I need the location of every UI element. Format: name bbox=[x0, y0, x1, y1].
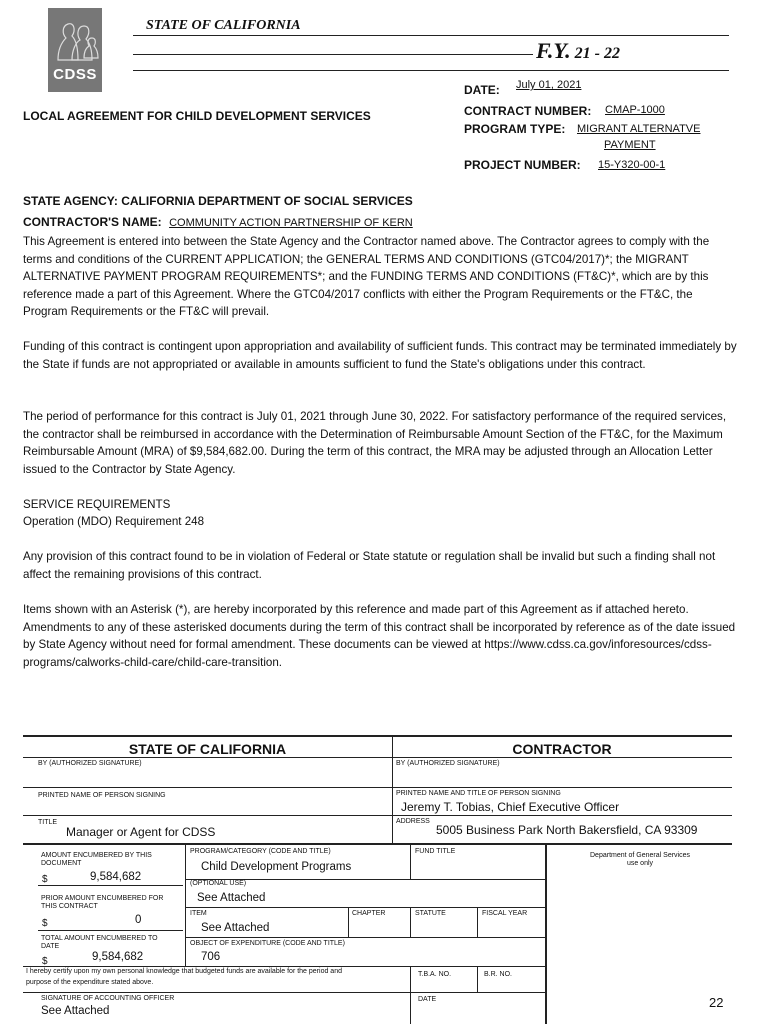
accounting-date-label: DATE bbox=[418, 996, 437, 1003]
object-of-expenditure-label: OBJECT OF EXPENDITURE (CODE AND TITLE) bbox=[190, 940, 345, 947]
accounting-officer-signature-label: SIGNATURE OF ACCOUNTING OFFICER bbox=[41, 995, 175, 1002]
contractor-heading: CONTRACTOR bbox=[512, 741, 612, 757]
fiscal-year-label: FISCAL YEAR bbox=[482, 910, 528, 917]
total-amount-value: 9,584,682 bbox=[92, 951, 144, 963]
certification-text: I hereby certify upon my own personal knowledge that budgeted funds are available for the period and purpose of the expenditure stated above. bbox=[26, 968, 342, 986]
project-number-label: PROJECT NUMBER: bbox=[464, 158, 581, 172]
amount-encumbered-label: AMOUNT ENCUMBERED BY THIS DOCUMENT bbox=[41, 852, 152, 867]
statute-label: STATUTE bbox=[415, 910, 446, 917]
paragraph-asterisk: Items shown with an Asterisk (*), are hereby incorporated by this reference and made part of this Agreement as if attached hereto. Amendments to any of these asterisked documents during the term of this contract shall be incorporated by reference as of the date issued by State Agency without need for formal amendment. These documents can be viewed at https://www.cdss.ca.gov/inforesources/cdss-programs/calworks-child-care/child-care-transition. bbox=[23, 603, 736, 669]
title-label: TITLE bbox=[38, 819, 58, 826]
fiscal-year: F.Y. 21 - 22 bbox=[536, 38, 620, 63]
program-type-value: MIGRANT ALTERNATVE bbox=[577, 123, 701, 135]
program-type-label: PROGRAM TYPE: bbox=[464, 122, 566, 136]
paragraph-funding: Funding of this contract is contingent upon appropriation and availability of sufficient funds. This contract may be terminated immediately by the State if funds are not appropriated or available in amounts sufficient to fund the State's obligations under this contract. bbox=[23, 340, 737, 371]
agreement-title: LOCAL AGREEMENT FOR CHILD DEVELOPMENT SERVICES bbox=[23, 109, 371, 123]
date-label: DATE: bbox=[464, 83, 500, 97]
program-category-value: Child Development Programs bbox=[201, 861, 352, 873]
amount-encumbered-dollar: $ bbox=[42, 874, 48, 885]
date-value: July 01, 2021 bbox=[516, 79, 582, 91]
prior-amount-label: PRIOR AMOUNT ENCUMBERED FOR THIS CONTRACT bbox=[41, 895, 164, 910]
title-value: Manager or Agent for CDSS bbox=[66, 825, 216, 839]
fund-title-label: FUND TITLE bbox=[415, 848, 456, 855]
optional-use-value: See Attached bbox=[197, 892, 266, 904]
logo-text: CDSS bbox=[53, 66, 97, 83]
item-value: See Attached bbox=[201, 922, 270, 934]
prior-amount-value: 0 bbox=[135, 914, 142, 926]
object-of-expenditure-value: 706 bbox=[201, 951, 221, 963]
program-type-value-2: PAYMENT bbox=[604, 139, 656, 151]
total-amount-dollar: $ bbox=[42, 956, 48, 967]
service-requirements-line: Operation (MDO) Requirement 248 bbox=[23, 515, 205, 528]
by-authorized-signature-left: BY (AUTHORIZED SIGNATURE) bbox=[38, 760, 142, 767]
printed-name-right-value: Jeremy T. Tobias, Chief Executive Officer bbox=[401, 800, 620, 814]
contract-number-value: CMAP-1000 bbox=[605, 104, 665, 116]
address-label: ADDRESS bbox=[396, 818, 430, 825]
state-agency: STATE AGENCY: CALIFORNIA DEPARTMENT OF SOCIAL SERVICES bbox=[23, 194, 413, 208]
tba-number-label: T.B.A. NO. bbox=[418, 971, 452, 978]
amount-encumbered-value: 9,584,682 bbox=[90, 871, 142, 883]
item-label: ITEM bbox=[190, 910, 207, 917]
paragraph-period: The period of performance for this contract is July 01, 2021 through June 30, 2022. For satisfactory performance of the required services, the contractor shall be reimbursed in accordance with the Determination of Reimbursable Amount Section of the FT&C, for the Maximum Reimbursable Amount (MRA) of $9,584,682.00. During the term of this contract, the MRA may be adjusted through an Allocation Letter issued to the Contractor by State Agency. bbox=[23, 410, 727, 476]
accounting-officer-signature-value: See Attached bbox=[41, 1005, 110, 1017]
service-requirements-heading: SERVICE REQUIREMENTS bbox=[23, 498, 171, 511]
paragraph-agreement: This Agreement is entered into between the State Agency and the Contractor named above. The Contractor agrees to comply with the terms and conditions of the CURRENT APPLICATION; the GENERAL TERMS AND CONDITIONS (GTC04/2017)*; the MIGRANT ALTERNATIVE PAYMENT PROGRAM REQUIREMENTS*; and the FUNDING TERMS AND CONDITIONS (FT&C)*, which are by this reference made a part of this Agreement. Where the GTC04/2017 conflicts with either the Program Requirements or the FT&C, the Program Requirements or the FT&C will prevail. bbox=[23, 235, 710, 319]
prior-amount-dollar: $ bbox=[42, 918, 48, 929]
by-authorized-signature-right: BY (AUTHORIZED SIGNATURE) bbox=[396, 760, 500, 767]
people-silhouette-icon bbox=[48, 8, 102, 64]
chapter-label: CHAPTER bbox=[352, 910, 386, 917]
state-of-california-heading: STATE OF CALIFORNIA bbox=[128, 741, 287, 757]
contractor-name: CONTRACTOR'S NAME: COMMUNITY ACTION PARTNERSHIP OF KERN bbox=[23, 215, 413, 229]
optional-use-label: (OPTIONAL USE) bbox=[190, 880, 247, 887]
project-number-value: 15-Y320-00-1 bbox=[598, 159, 666, 171]
contract-number-label: CONTRACT NUMBER: bbox=[464, 104, 592, 118]
printed-name-right: PRINTED NAME AND TITLE OF PERSON SIGNING bbox=[396, 790, 561, 797]
page-number: 22 bbox=[709, 995, 724, 1010]
state-header: STATE OF CALIFORNIA bbox=[146, 18, 301, 33]
dgs-use-only: Department of General Services use only bbox=[590, 852, 690, 867]
br-number-label: B.R. NO. bbox=[484, 971, 513, 978]
total-amount-label: TOTAL AMOUNT ENCUMBERED TO DATE bbox=[41, 935, 158, 950]
cdss-logo bbox=[48, 8, 102, 92]
program-category-label: PROGRAM/CATEGORY (CODE AND TITLE) bbox=[190, 848, 331, 855]
address-value: 5005 Business Park North Bakersfield, CA 93309 bbox=[436, 823, 698, 837]
printed-name-left: PRINTED NAME OF PERSON SIGNING bbox=[38, 792, 166, 799]
paragraph-provision: Any provision of this contract found to be in violation of Federal or State statute or regulation shall be invalid but such a finding shall not affect the remaining provisions of this contract. bbox=[23, 550, 716, 581]
